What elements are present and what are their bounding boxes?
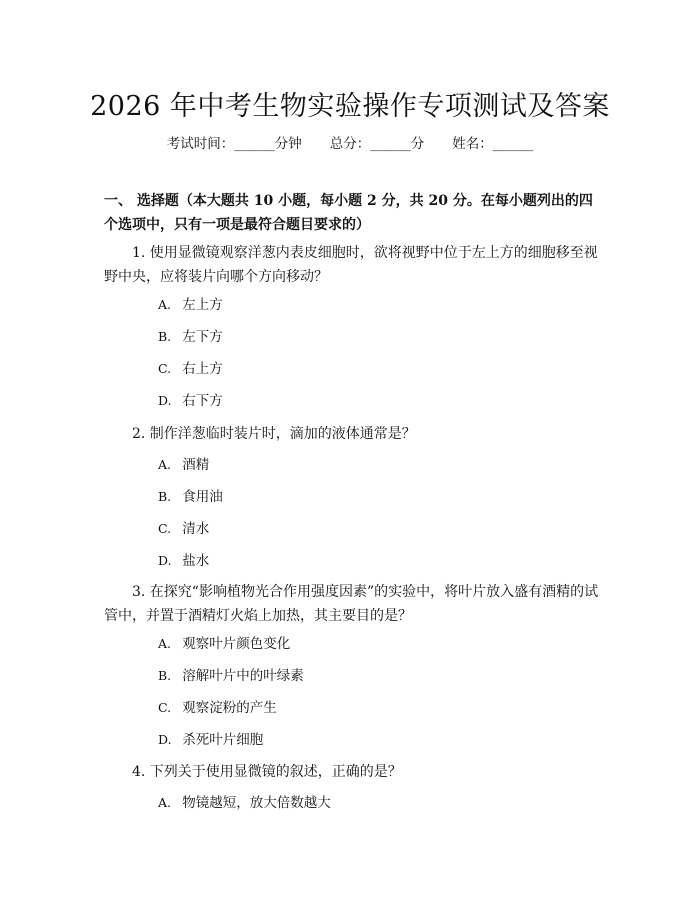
exam-score: 总分：______分 — [329, 136, 425, 152]
option-text: 食用油 — [182, 489, 223, 505]
question-1-option-a — [158, 295, 223, 315]
option-text: 盐水 — [182, 553, 210, 569]
question-3-option-c — [158, 698, 277, 718]
question-1-option-d — [158, 391, 223, 411]
option-letter: D. — [158, 732, 172, 747]
option-text: 物镜越短，放大倍数越大 — [182, 795, 331, 811]
question-2-option-b — [158, 487, 223, 507]
question-3: 3. 在探究“影响植物光合作用强度因素”的实验中，将叶片放入盛有酒精的试管中，并置于酒精灯火焰上加热，其主要目的是？ — [104, 584, 599, 624]
option-text: 酒精 — [182, 457, 210, 473]
option-letter: A. — [158, 297, 172, 312]
option-letter: C. — [158, 521, 172, 536]
option-letter: C. — [158, 700, 172, 715]
question-3-option-b — [158, 666, 304, 686]
question-3-option-d — [158, 730, 263, 750]
question-4-option-a — [158, 793, 331, 813]
question-3-option-a — [158, 634, 290, 654]
option-letter: B. — [158, 668, 172, 683]
question-1-option-b — [158, 327, 223, 347]
option-text: 观察叶片颜色变化 — [182, 636, 291, 652]
option-text: 溶解叶片中的叶绿素 — [182, 668, 304, 684]
option-text: 左下方 — [182, 329, 223, 345]
exam-time: 考试时间：______分钟 — [166, 136, 302, 152]
question-1: 1. 使用显微镜观察洋葱内表皮细胞时，欲将视野中位于左上方的细胞移至视野中央，应将装片向哪个方向移动？ — [104, 245, 598, 285]
question-1-option-c — [158, 359, 223, 379]
option-text: 清水 — [182, 521, 210, 537]
question-2-option-a — [158, 455, 209, 475]
option-text: 右下方 — [182, 393, 223, 409]
option-letter: A. — [158, 636, 172, 651]
option-letter: A. — [158, 457, 172, 472]
question-2-option-d — [158, 551, 209, 571]
option-letter: C. — [158, 361, 172, 376]
option-text: 右上方 — [182, 361, 223, 377]
section-heading: 一、 选择题（本大题共 10 小题，每小题 2 分，共 20 分。在每小题列出的四个选项中，只有一项是最符合题目要求的） — [104, 193, 593, 233]
question-4: 4. 下列关于使用显微镜的叙述，正确的是？ — [132, 764, 402, 780]
question-2: 2. 制作洋葱临时装片时，滴加的液体通常是？ — [132, 426, 416, 442]
option-text: 观察淀粉的产生 — [182, 700, 277, 716]
exam-name: 姓名：______ — [452, 136, 534, 152]
option-text: 左上方 — [182, 297, 223, 313]
option-letter: B. — [158, 329, 172, 344]
option-letter: D. — [158, 553, 172, 568]
page-title: 2026 年中考生物实验操作专项测试及答案 — [90, 91, 610, 122]
exam-info — [0, 132, 700, 152]
option-text: 杀死叶片细胞 — [182, 732, 264, 748]
option-letter: B. — [158, 489, 172, 504]
question-2-option-c — [158, 519, 209, 539]
option-letter: A. — [158, 795, 172, 810]
option-letter: D. — [158, 393, 172, 408]
